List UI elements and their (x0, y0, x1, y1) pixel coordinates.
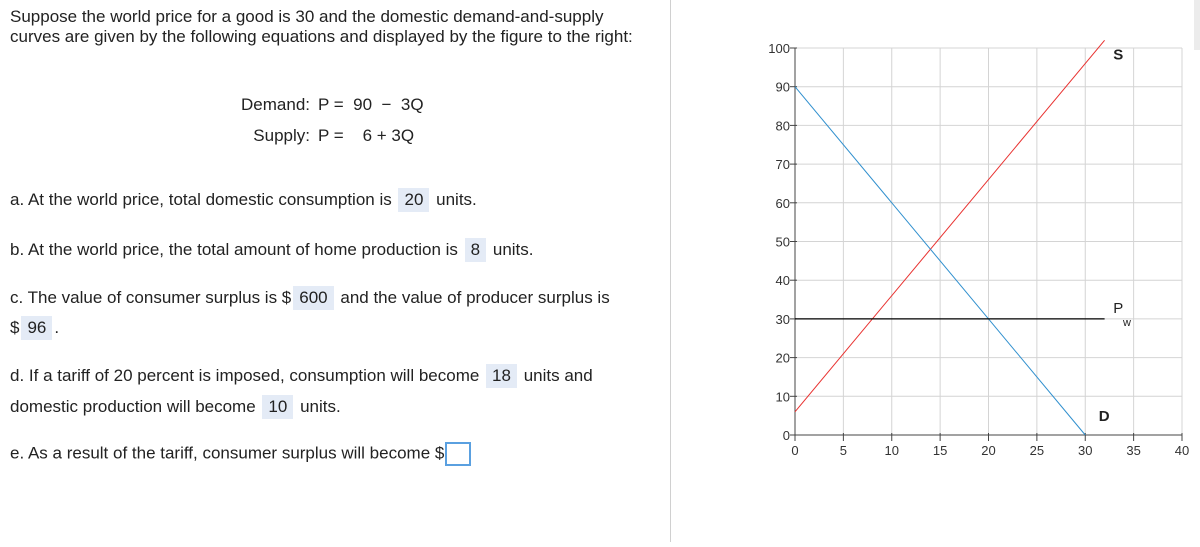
scrollbar[interactable] (1194, 0, 1200, 50)
panel-divider (670, 0, 671, 542)
question-b: b. At the world price, the total amount of home production is 8 units. (10, 238, 534, 262)
question-e: e. As a result of the tariff, consumer surplus will become $ (10, 442, 471, 466)
question-c-line2: $ 96 . (10, 316, 59, 340)
y-tick-label: 90 (775, 79, 790, 95)
answer-d-production[interactable]: 10 (262, 395, 293, 419)
demand-label-d: D (1098, 408, 1110, 426)
x-tick-label: 0 (791, 443, 799, 458)
answer-b[interactable]: 8 (465, 238, 486, 262)
supply-demand-chart (672, 0, 1200, 542)
y-tick-label: 100 (768, 41, 790, 56)
demand-label: Demand: (241, 95, 310, 114)
y-tick-label: 0 (782, 428, 790, 443)
world-price-label-w: w (1122, 316, 1131, 329)
question-intro: Suppose the world price for a good is 30 and the domestic demand-and-supply curves are given by the following equations and displayed by the figure to the right: (10, 7, 633, 46)
y-tick-label: 10 (775, 389, 790, 405)
answer-d-consumption[interactable]: 18 (486, 364, 517, 388)
x-tick-label: 35 (1126, 443, 1141, 458)
question-d-line2: domestic production will become 10 units. (10, 395, 341, 419)
question-c: c. The value of consumer surplus is $ 600 and the value of producer surplus is (10, 286, 610, 310)
y-tick-label: 70 (775, 157, 790, 173)
x-tick-label: 40 (1174, 443, 1190, 458)
x-tick-label: 20 (981, 443, 996, 458)
world-price-label-p: P (1113, 300, 1124, 318)
y-tick-label: 40 (775, 273, 790, 289)
supply-label-s: S (1113, 46, 1124, 64)
answer-c-producer-surplus[interactable]: 96 (21, 316, 52, 340)
question-a: a. At the world price, total domestic consumption is 20 units. (10, 188, 477, 212)
y-tick-label: 50 (775, 234, 790, 250)
y-tick-label: 60 (775, 195, 790, 211)
x-tick-label: 5 (839, 443, 847, 458)
answer-e-input[interactable] (445, 442, 471, 466)
y-tick-label: 30 (775, 311, 790, 327)
x-tick-label: 10 (884, 443, 899, 458)
supply-label: Supply: (253, 126, 310, 145)
figure-panel (672, 0, 1200, 542)
demand-equation: P = 90 − 3Q (318, 95, 424, 114)
x-tick-label: 30 (1078, 443, 1093, 458)
x-tick-label: 15 (932, 443, 948, 458)
y-tick-label: 80 (775, 118, 790, 134)
supply-equation: P = 6 + 3Q (318, 126, 415, 145)
answer-a[interactable]: 20 (398, 188, 429, 212)
series-s-line (795, 40, 1105, 412)
question-d: d. If a tariff of 20 percent is imposed, consumption will become 18 units and (10, 364, 593, 388)
answer-c-consumer-surplus[interactable]: 600 (293, 286, 333, 310)
x-tick-label: 25 (1029, 443, 1045, 458)
y-tick-label: 20 (775, 350, 790, 366)
